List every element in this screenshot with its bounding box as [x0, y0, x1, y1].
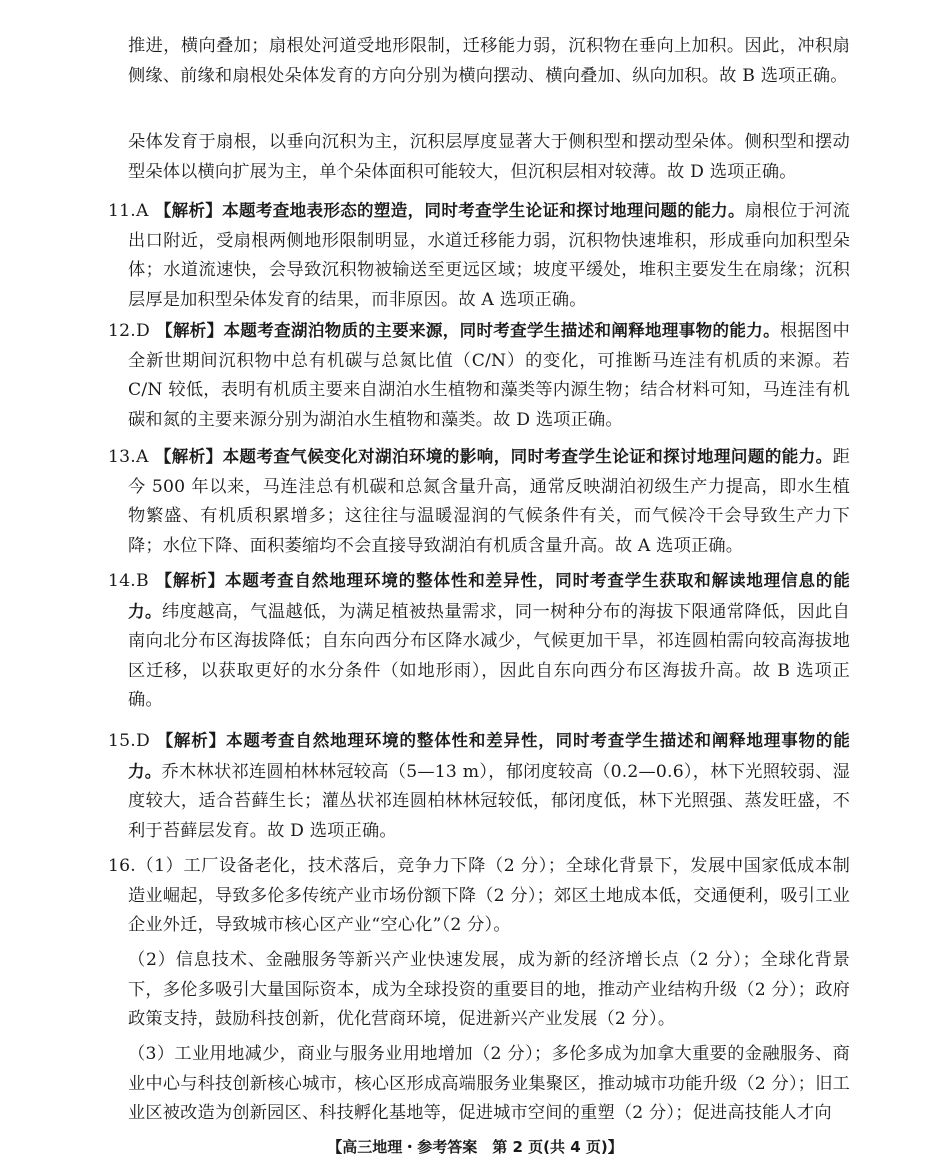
item-text: 距今 500 年以来，马连洼总有机碳和总氮含量升高，通常反映湖泊初级生产力提高，即水生植物繁盛、有机质积累增多；这往往与温暖湿润的气候条件有关，而气候冷干会导致生产力下降；水位下降、面积萎缩均不会直接导致湖泊有机质含量升高。故 A 选项正确。 [128, 447, 850, 556]
analysis-tag: 【解析】 [154, 201, 223, 220]
answer-item-13 [108, 442, 850, 561]
item-text: 乔木林状祁连圆柏林林冠较高（5—13 m），郁闭度较高（0.2—0.6），林下光照较弱、湿度较大，适合苔藓生长；灌丛状祁连圆柏林林冠较低，郁闭度低，林下光照强、蒸发旺盛，不利于苔藓层发育。故 D 选项正确。 [128, 761, 850, 841]
item-focus: 本题考查气候变化对湖泊环境的影响，同时考查学生论证和探讨地理问题的能力。 [222, 447, 833, 466]
item-number: 14. [108, 571, 136, 591]
second-paragraph [128, 128, 850, 187]
item-number: 15. [108, 731, 136, 751]
page-footer [0, 1136, 950, 1157]
item-answer: D [135, 731, 150, 751]
item-answer: D [135, 321, 150, 341]
answer-item-11 [108, 196, 850, 315]
answer-item-12 [108, 316, 850, 435]
item-answer: A [135, 447, 149, 467]
answer-item-15 [108, 726, 850, 846]
item-focus: 本题考查地表形态的塑造，同时考查学生论证和探讨地理问题的能力。 [222, 201, 745, 220]
continued-paragraph-text: 推进，横向叠加；扇根处河道受地形限制，迁移能力弱，沉积物在垂向上加积。因此，冲积扇侧缘、前缘和扇根处朵体发育的方向分别为横向摆动、横向叠加、纵向加积。故 B 选项正确。 [128, 36, 850, 86]
item-text: 扇根位于河流出口附近，受扇根两侧地形限制明显，水道迁移能力弱，沉积物快速堆积，形成垂向加积型朵体；水道流速快，会导致沉积物被输送至更远区域；坡度平缓处，堆积主要发生在扇缘；沉积层厚是加积型朵体发育的结果，而非原因。故 A 选项正确。 [128, 201, 850, 310]
answer-item-14 [108, 566, 850, 716]
analysis-tag: 【解析】 [154, 571, 225, 590]
item-focus: 本题考查湖泊物质的主要来源，同时考查学生描述和阐释地理事物的能力。 [223, 321, 780, 340]
answer-item-16-part-3 [128, 1040, 850, 1129]
analysis-tag: 【解析】 [154, 447, 223, 466]
analysis-tag: 【解析】 [155, 731, 226, 750]
item-number: 11. [108, 201, 136, 221]
continued-paragraph [128, 32, 850, 91]
item-text: 根据图中全新世期间沉积物中总有机碳与总氮比值（C/N）的变化，可推断马连洼有机质的来源。若 C/N 较低，表明有机质主要来自湖泊水生植物和藻类等内源生物；结合材料可知，马连洼有机碳和氮的主要来源分别为湖泊水生植物和藻类。故 D 选项正确。 [128, 321, 850, 430]
analysis-tag: 【解析】 [155, 321, 224, 340]
item-text: （2）信息技术、金融服务等新兴产业快速发展，成为新的经济增长点（2 分）；全球化背景下，多伦多吸引大量国际资本，成为全球投资的重要目的地，推动产业结构升级（2 分）；政府政策支持，鼓励科技创新，优化营商环境，促进新兴产业发展（2 分）。 [128, 950, 850, 1030]
second-paragraph-text: 朵体发育于扇根，以垂向沉积为主，沉积层厚度显著大于侧积型和摆动型朵体。侧积型和摆动型朵体以横向扩展为主，单个朵体面积可能较大，但沉积层相对较薄。故 D 选项正确。 [128, 132, 850, 182]
item-focus: 本题考查自然地理环境的整体性和差异性，同时考查学生描述和阐释地理事物的能力。 [128, 731, 850, 781]
item-answer: A [135, 201, 149, 221]
item-number: 16. [108, 856, 136, 876]
item-number: 13. [108, 447, 136, 467]
item-number: 12. [108, 321, 136, 341]
footer-text: 【高三地理・参考答案 第 2 页(共 4 页)】 [327, 1138, 623, 1156]
item-answer: B [135, 571, 149, 591]
item-focus: 本题考查自然地理环境的整体性和差异性，同时考查学生获取和解读地理信息的能力。 [128, 571, 850, 621]
item-text: （1）工厂设备老化，技术落后，竞争力下降（2 分）；全球化背景下，发展中国家低成本制造业崛起，导致多伦多传统产业市场份额下降（2 分）；郊区土地成本低，交通便利，吸引工业企业外迁，导致城市核心区产业“空心化”（2 分）。 [128, 856, 850, 936]
answer-item-16-part-1 [108, 852, 850, 941]
item-text: （3）工业用地减少，商业与服务业用地增加（2 分）；多伦多成为加拿大重要的金融服务、商业中心与科技创新核心城市，核心区形成高端服务业集聚区，推动城市功能升级（2 分）；旧工业区被改造为创新园区、科技孵化基地等，促进城市空间的重塑（2 分）；促进高技能人才向 [128, 1044, 850, 1124]
item-text: 纬度越高，气温越低，为满足植被热量需求，同一树种分布的海拔下限通常降低，因此自南向北分布区海拔降低；自东向西分布区降水减少，气候更加干旱，祁连圆柏需向较高海拔地区迁移，以获取更好的水分条件（如地形雨），因此自东向西分布区海拔升高。故 B 选项正确。 [128, 601, 850, 711]
answer-item-16-part-2 [128, 946, 850, 1035]
